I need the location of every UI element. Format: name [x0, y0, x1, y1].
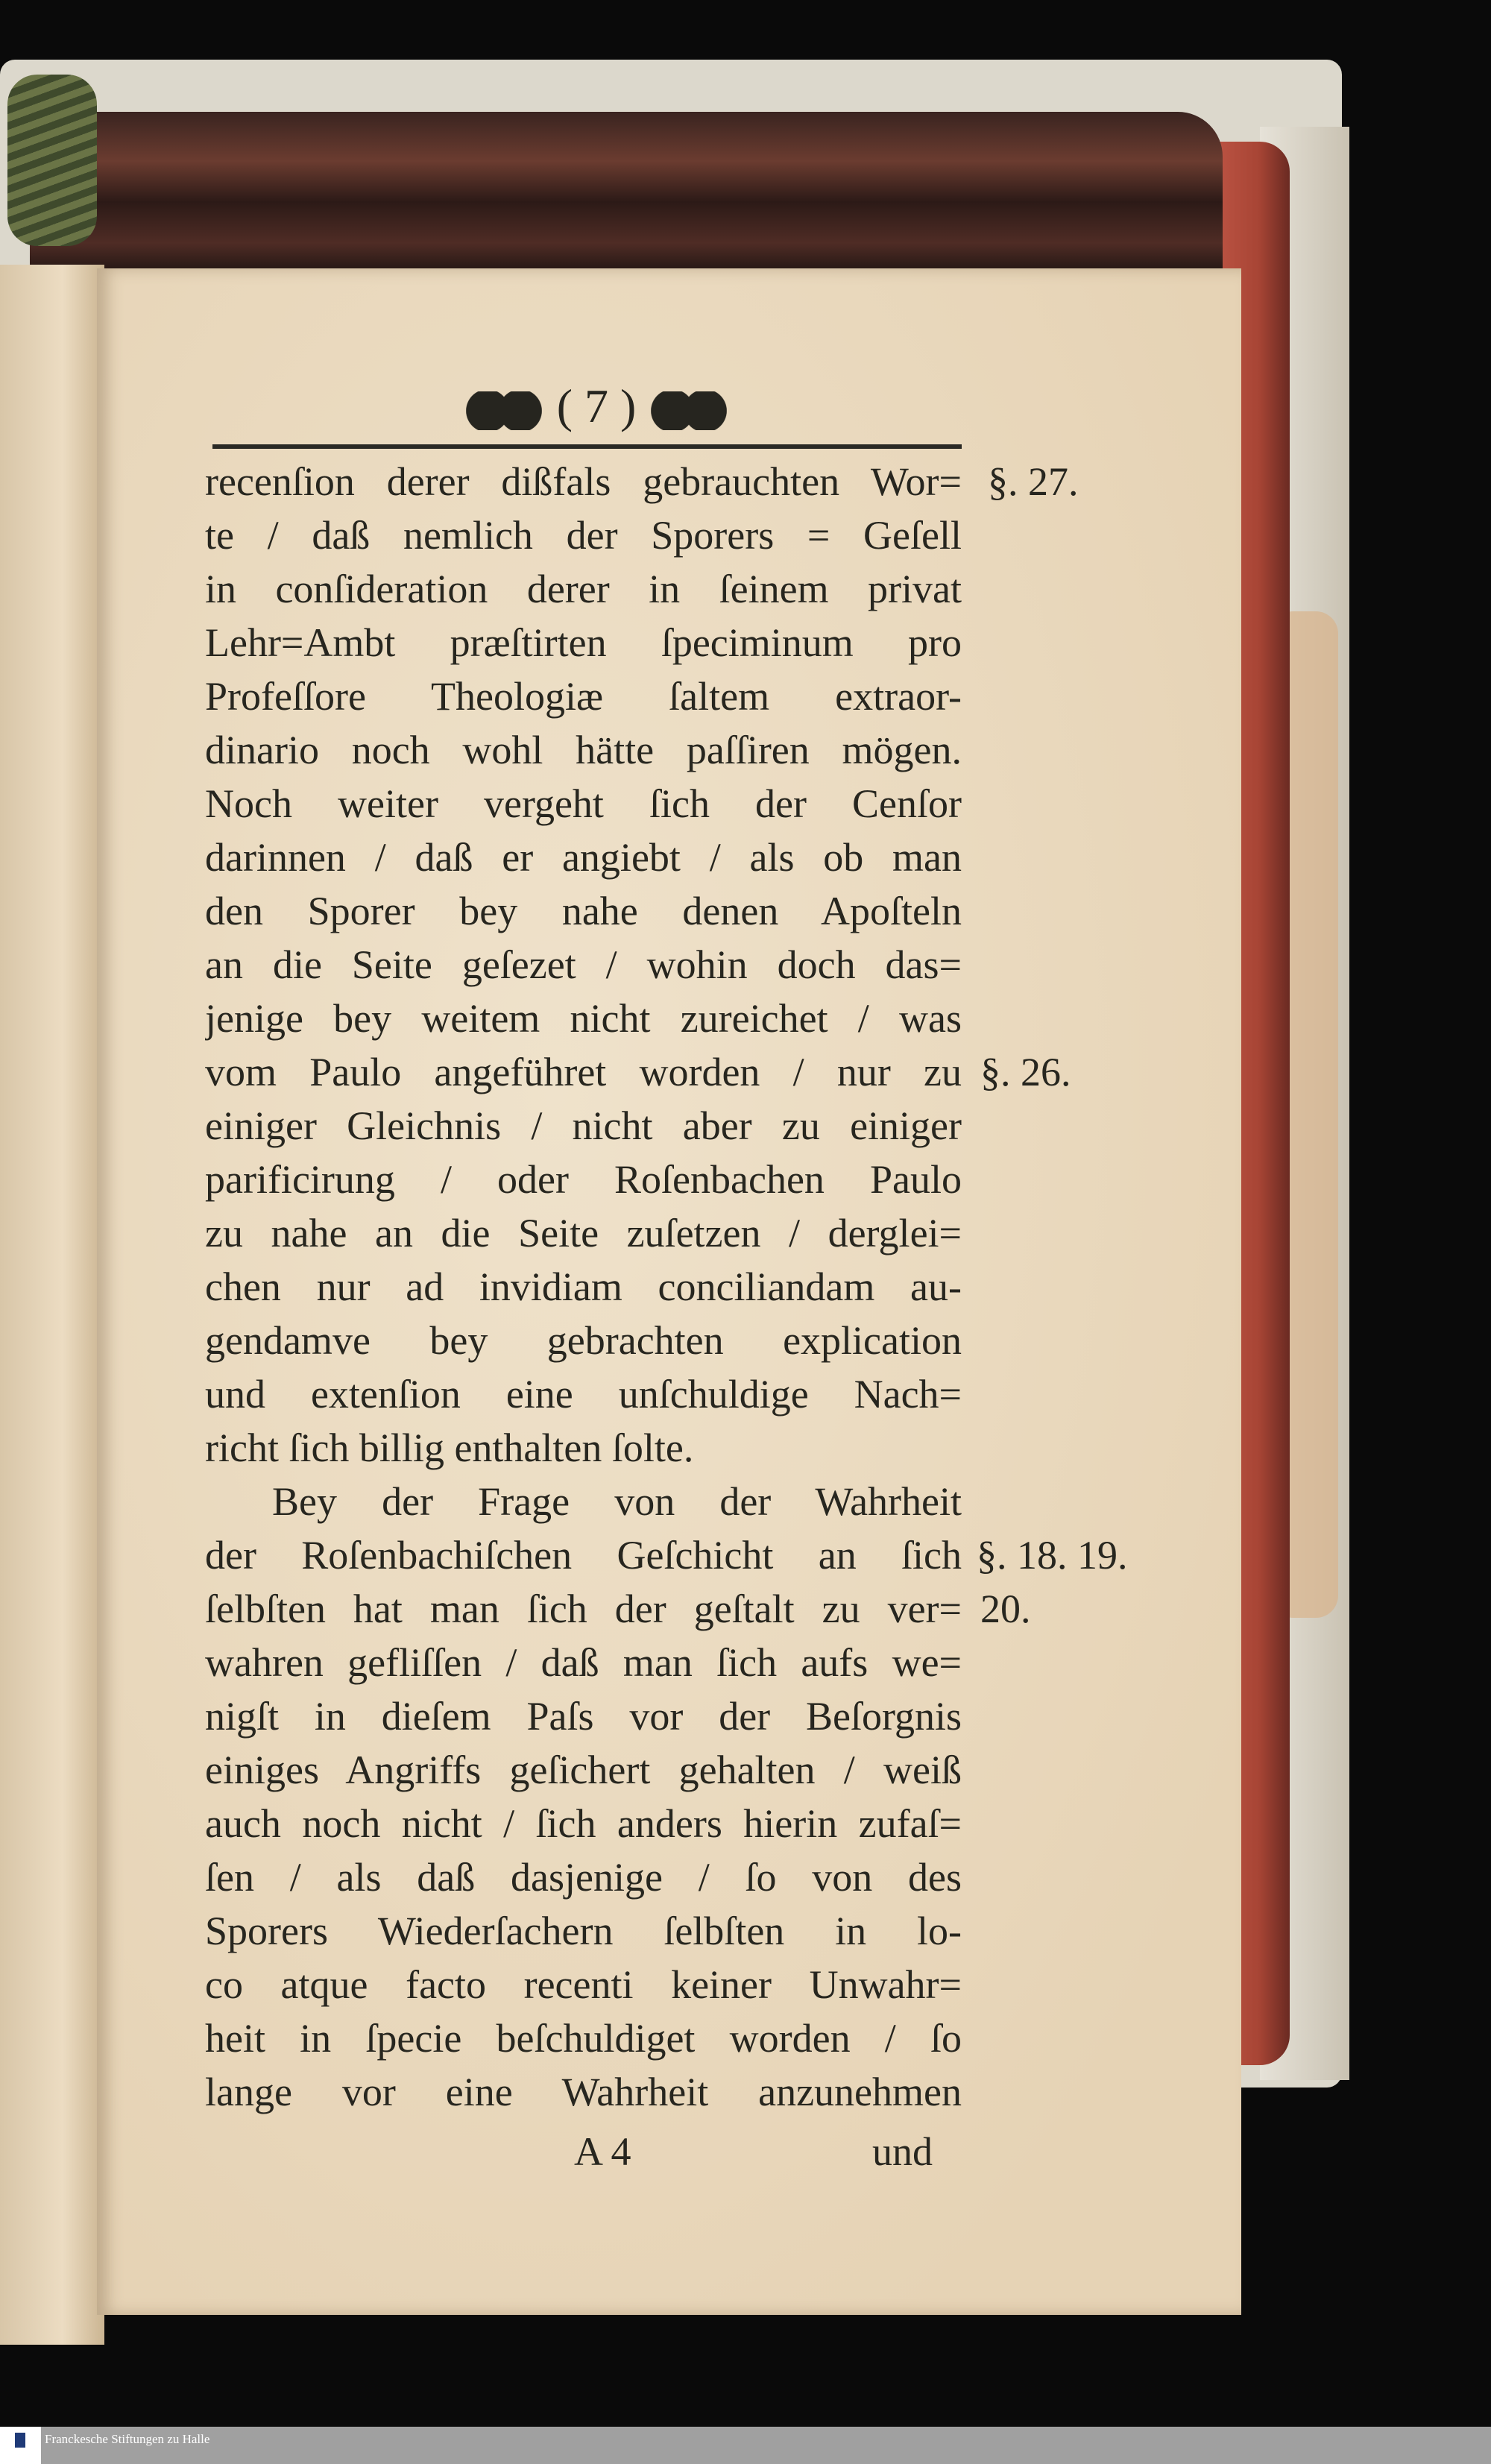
text-line: zu nahe an die Seite zuſetzen / derglei=: [205, 1211, 962, 1255]
text-line: ſen / als daß dasjenige / ſo von des: [205, 1855, 962, 1900]
text-line: den Sporer bey nahe denen Apoſteln: [205, 889, 962, 933]
text-line: an die Seite geſezet / wohin doch das=: [205, 942, 962, 987]
page-header: [403, 376, 790, 436]
logo-figure-icon: [15, 2433, 25, 2448]
ornament-left-icon: [463, 391, 545, 430]
text-line: vom Paulo angeführet worden / nur zu: [205, 1050, 962, 1094]
text-line: gendamve bey gebrachten explication: [205, 1318, 962, 1363]
text-line: nigſt in dieſem Paſs vor der Beſorgnis: [205, 1694, 962, 1739]
text-line: jenige bey weitem nicht zureichet / was: [205, 996, 962, 1041]
text-line: einiges Angriffs geſichert gehalten / weiß: [205, 1748, 962, 1792]
text-line: chen nur ad invidiam conciliandam au-: [205, 1264, 962, 1309]
margin-note: §. 18. 19.: [977, 1533, 1128, 1578]
bookmark-ribbon: [7, 75, 97, 246]
margin-note: 20.: [980, 1587, 1031, 1631]
ornament-right-icon: [648, 391, 730, 430]
footer-institution: Franckesche Stiftungen zu Halle: [45, 2432, 210, 2446]
text-line: Lehr=Ambt præſtirten ſpeciminum pro: [205, 620, 962, 665]
text-line: und extenſion eine unſchuldige Nach=: [205, 1372, 962, 1417]
header-rule: [212, 444, 962, 449]
text-line: te / daß nemlich der Sporers = Geſell: [205, 513, 962, 558]
text-line: der Roſenbachiſchen Geſchicht an ſich: [205, 1533, 962, 1578]
margin-note: §. 27.: [988, 459, 1079, 504]
text-line: dinario noch wohl hätte paſſiren mögen.: [205, 728, 962, 772]
text-line: einiger Gleichnis / nicht aber zu einiger: [205, 1103, 962, 1148]
text-line: parificirung / oder Roſenbachen Paulo: [205, 1157, 962, 1202]
text-line: Bey der Frage von der Wahrheit: [272, 1479, 962, 1524]
text-line: wahren gefliſſen / daß man ſich aufs we=: [205, 1640, 962, 1685]
text-line: ſelbſten hat man ſich der geſtalt zu ver=: [205, 1587, 962, 1631]
text-line: Sporers Wiederſachern ſelbſten in lo-: [205, 1909, 962, 1953]
text-line: recenſion derer dißfals gebrauchten Wor=: [205, 459, 962, 504]
text-line: darinnen / daß er angiebt / als ob man: [205, 835, 962, 880]
text-line: heit in ſpecie beſchuldiget worden / ſo: [205, 2016, 962, 2061]
body-text: [205, 455, 962, 2119]
book-top-edge: [30, 112, 1223, 276]
text-line: Profeſſore Theologiæ ſaltem extraor-: [205, 674, 962, 719]
text-line: in conſideration derer in ſeinem privat: [205, 567, 962, 611]
left-page: [0, 265, 104, 2345]
page-number: ( 7 ): [556, 379, 637, 432]
text-line: lange vor eine Wahrheit anzunehmen: [205, 2070, 962, 2114]
margin-note: §. 26.: [980, 1050, 1071, 1094]
text-line: auch noch nicht / ſich anders hierin zufaſ=: [205, 1801, 962, 1846]
catchword: und: [872, 2129, 933, 2174]
signature-mark: A 4: [574, 2129, 631, 2174]
text-line: richt ſich billig enthalten ſolte.: [205, 1425, 694, 1470]
text-line: Noch weiter vergeht ſich der Cenſor: [205, 781, 962, 826]
footer-bar: [0, 2427, 1491, 2464]
text-line: co atque facto recenti keiner Unwahr=: [205, 1962, 962, 2007]
